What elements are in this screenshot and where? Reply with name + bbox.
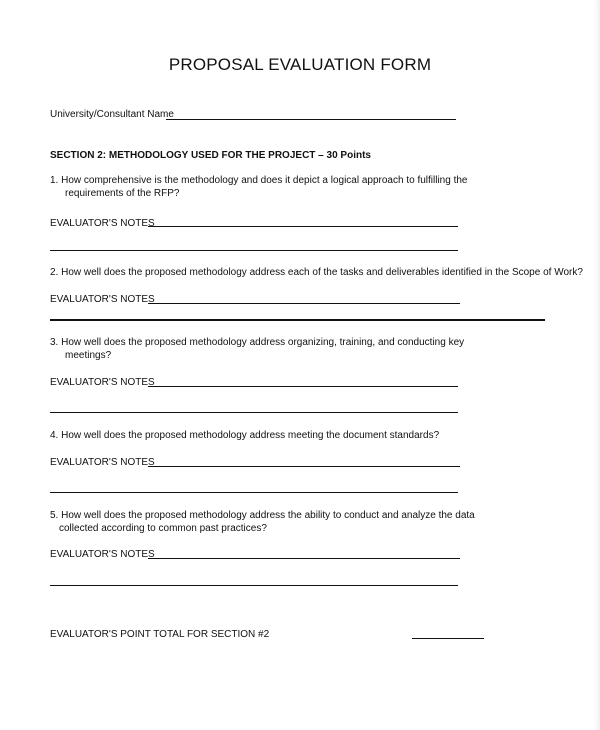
question-5-text: 5. How well does the proposed methodology address the ability to conduct and analyze the data [50, 510, 475, 521]
consultant-name-field[interactable] [166, 119, 456, 120]
notes-line-2b[interactable] [50, 319, 545, 321]
form-title: PROPOSAL EVALUATION FORM [168, 55, 432, 74]
notes-line-5b[interactable] [50, 585, 458, 586]
notes-line-4b[interactable] [50, 492, 458, 493]
notes-line-5a[interactable] [148, 558, 460, 559]
notes-line-1b[interactable] [50, 250, 458, 251]
question-4-text: 4. How well does the proposed methodology address meeting the document standards? [50, 430, 440, 441]
section-heading: SECTION 2: METHODOLOGY USED FOR THE PROJECT – 30 Points [50, 150, 371, 161]
notes-line-3b[interactable] [50, 412, 458, 413]
question-3-text-cont: meetings? [65, 350, 112, 361]
question-5-text-cont: collected according to common past practices? [59, 523, 267, 534]
notes-line-4a[interactable] [148, 466, 460, 467]
consultant-name-label: University/Consultant Name [50, 109, 174, 120]
question-1-text: 1. How comprehensive is the methodology and does it depict a logical approach to fulfilling the [50, 175, 468, 186]
question-3-text: 3. How well does the proposed methodology address organizing, training, and conducting key [50, 337, 465, 348]
evaluator-notes-label-3: EVALUATOR'S NOTES [50, 377, 155, 388]
evaluator-notes-label-4: EVALUATOR'S NOTES [50, 457, 155, 468]
evaluator-notes-label-5: EVALUATOR'S NOTES [50, 549, 155, 560]
point-total-label: EVALUATOR'S POINT TOTAL FOR SECTION #2 [50, 629, 270, 640]
notes-line-2a[interactable] [148, 303, 460, 304]
notes-line-3a[interactable] [148, 386, 458, 387]
question-2-text: 2. How well does the proposed methodology address each of the tasks and deliverables identified in the Scope of Work? [50, 267, 583, 278]
question-1-text-cont: requirements of the RFP? [65, 188, 180, 199]
notes-line-1a[interactable] [148, 226, 458, 227]
evaluator-notes-label-2: EVALUATOR'S NOTES [50, 294, 155, 305]
point-total-field[interactable] [412, 638, 484, 639]
evaluator-notes-label-1: EVALUATOR'S NOTES [50, 218, 155, 229]
